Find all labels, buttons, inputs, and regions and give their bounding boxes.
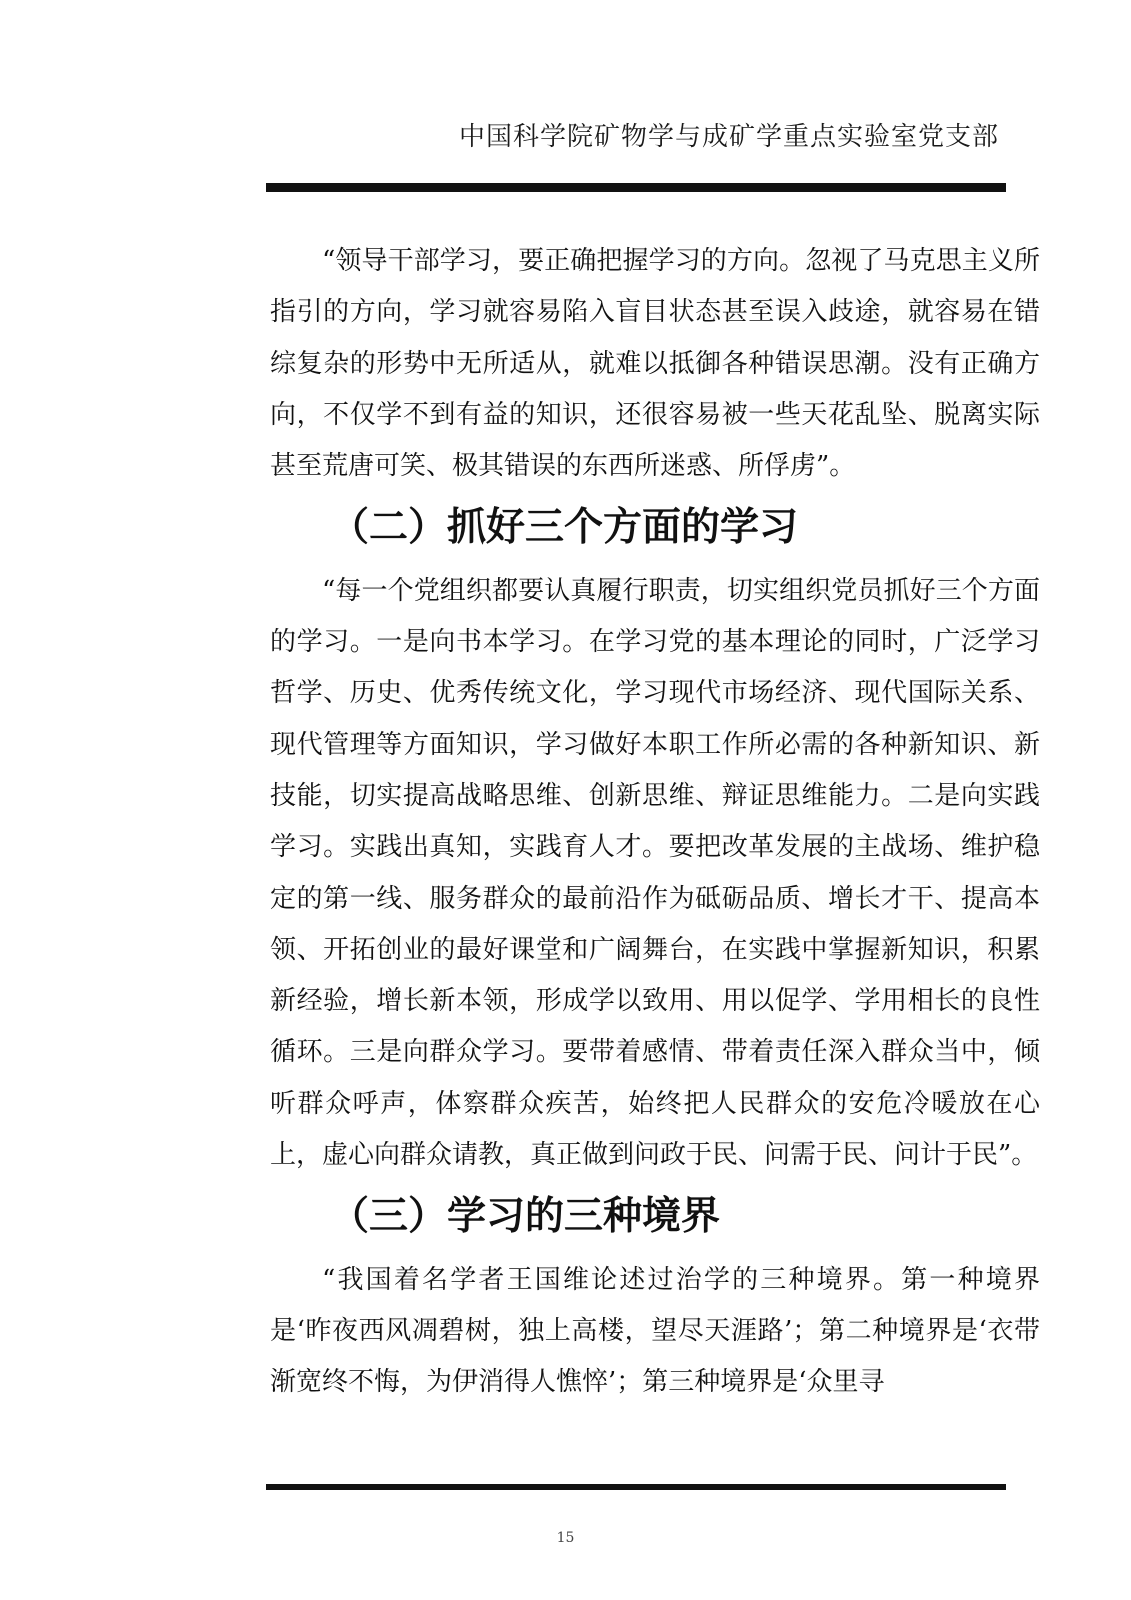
page-number: 15 (556, 1530, 575, 1546)
header-rule (266, 183, 1006, 192)
section-heading-2: （二）抓好三个方面的学习 (330, 505, 799, 551)
paragraph-direction: “领导干部学习，要正确把握学习的方向。忽视了马克思主义所指引的方向，学习就容易陷入盲目状态甚至误入歧途，就容易在错综复杂的形势中无所适从，就难以抵御各种错误思潮。没有正确方向，不仅学不到有益的知识，还很容易被一些天花乱坠、脱离实际甚至荒唐可笑、极其错误的东西所迷惑、所俘虏”。 (270, 246, 1040, 482)
paragraph-three-realms: “我国着名学者王国维论述过治学的三种境界。第一种境界是‘昨夜西风凋碧树，独上高楼，望尽天涯路’；第二种境界是‘衣带渐宽终不悔，为伊消得人憔悴’；第三种境界是‘众里寻 (270, 1264, 1040, 1398)
header-title: 中国科学院矿物学与成矿学重点实验室党支部 (458, 122, 999, 152)
body-text (270, 236, 1040, 1409)
paragraph-three-aspects: “每一个党组织都要认真履行职责，切实组织党员抓好三个方面的学习。一是向书本学习。在学习党的基本理论的同时，广泛学习哲学、历史、优秀传统文化，学习现代市场经济、现代国际关系、现代管理等方面知识，学习做好本职工作所必需的各种新知识、新技能，切实提高战略思维、创新思维、辩证思维能力。二是向实践学习。实践出真知，实践育人才。要把改革发展的主战场、维护稳定的第一线、服务群众的最前沿作为砥砺品质、增长才干、提高本领、开拓创业的最好课堂和广阔舞台，在实践中掌握新知识，积累新经验，增长新本领，形成学以致用、用以促学、学用相长的良性循环。三是向群众学习。要带着感情、带着责任深入群众当中，倾听群众呼声，体察群众疾苦，始终把人民群众的安危冷暖放在心上，虚心向群众请教，真正做到问政于民、问需于民、问计于民”。 (270, 575, 1040, 1171)
footer-rule (266, 1484, 1006, 1490)
section-heading-3: （三）学习的三种境界 (330, 1194, 721, 1240)
